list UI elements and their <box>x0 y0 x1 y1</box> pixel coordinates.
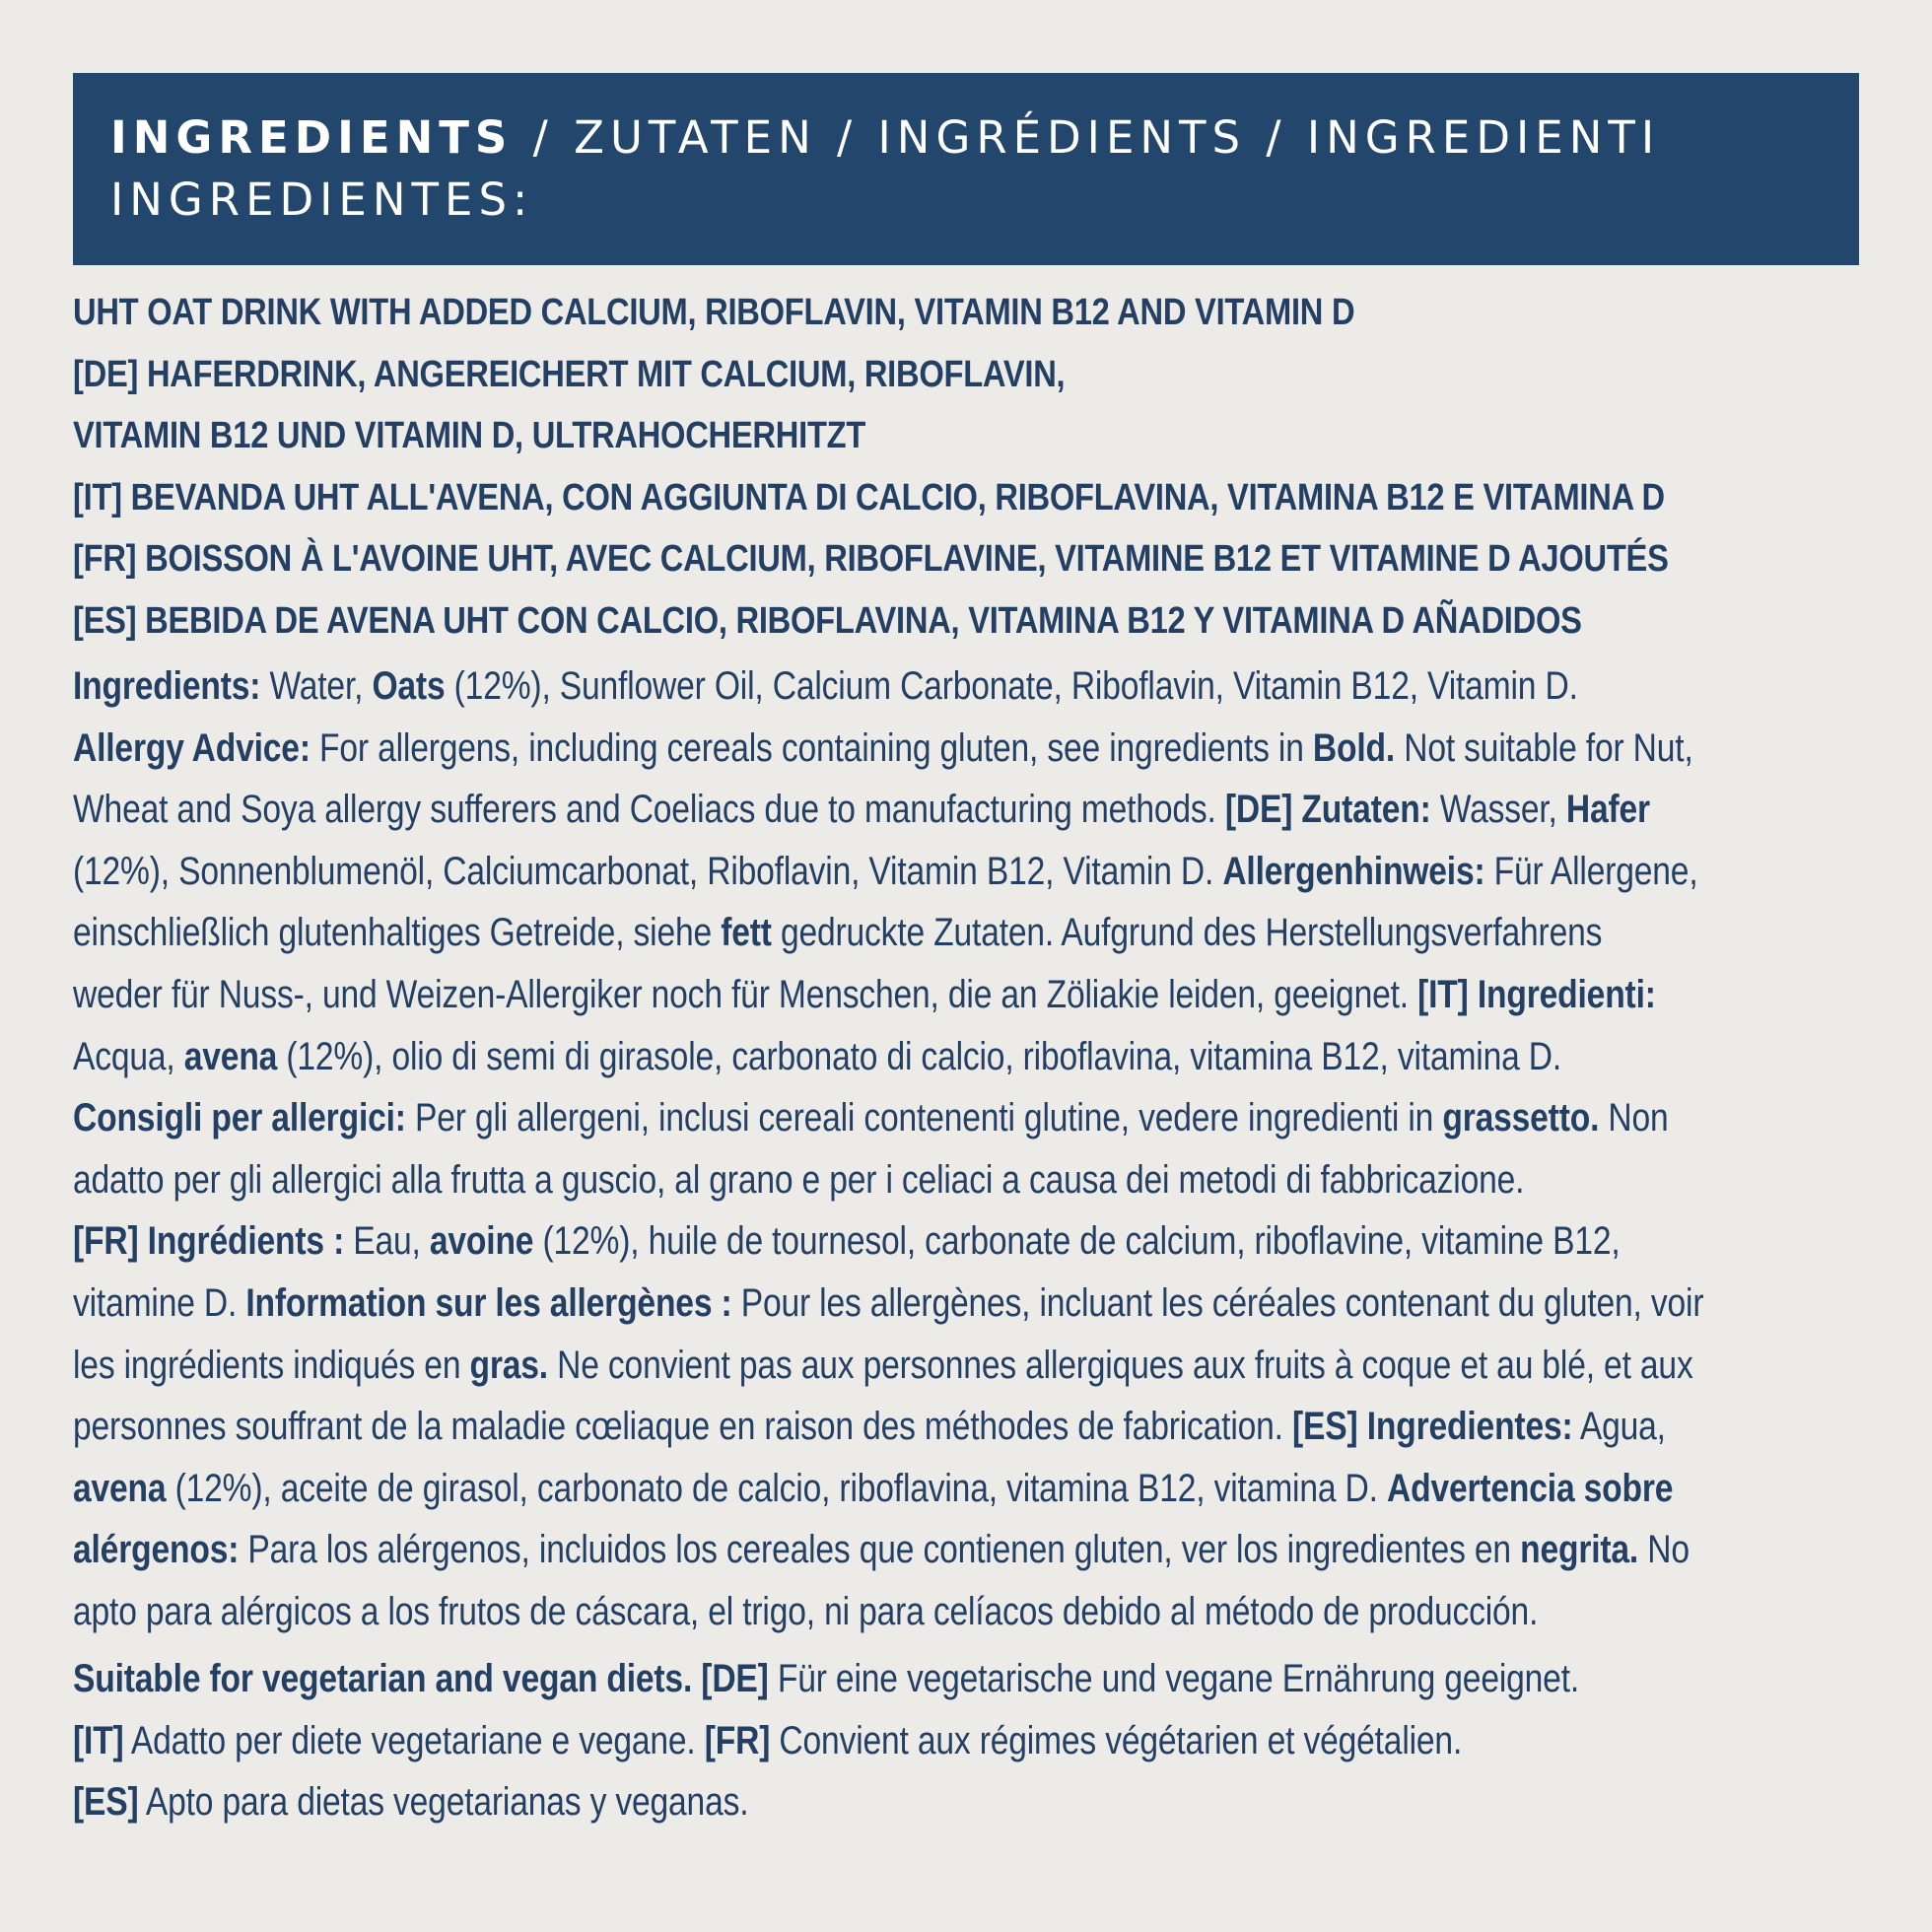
text-segment: einschließlich glutenhaltiges Getreide, siehe <box>73 911 722 955</box>
text-segment: No <box>1638 1528 1690 1572</box>
text-segment: (12%), huile de tournesol, carbonate de calcium, riboflavine, vitamine B12, <box>533 1219 1621 1264</box>
product-name-fr: [FR] BOISSON À L'AVOINE UHT, AVEC CALCIUM, RIBOFLAVINE, VITAMINE B12 ET VITAMINE D AJOUTÉS <box>73 538 1669 580</box>
bold-text: grassetto. <box>1442 1096 1600 1140</box>
text-segment: For allergens, including cereals containing gluten, see ingredients in <box>310 725 1313 770</box>
text-segment: personnes souffrant de la maladie cœliaque en raison des méthodes de fabrication. <box>73 1405 1293 1449</box>
ingredients-line <box>73 1458 1674 1520</box>
text-segment: Wheat and Soya allergy sufferers and Coeliacs due to manufacturing methods. <box>73 788 1225 832</box>
ingredients-line <box>73 718 1693 780</box>
product-name-de: [DE] HAFERDRINK, ANGEREICHERT MIT CALCIUM, RIBOFLAVIN, <box>73 353 1066 395</box>
ingredients-line <box>73 1210 1621 1273</box>
text-segment: Adatto per diete vegetariane e vegane. <box>123 1718 705 1762</box>
bold-text: Consigli per allergici: <box>73 1096 406 1140</box>
bold-text: avena <box>183 1034 278 1078</box>
text-segment: Wasser, <box>1430 788 1566 832</box>
text-segment: les ingrédients indiqués en <box>73 1343 470 1387</box>
bold-text: avena <box>73 1466 167 1510</box>
bold-text: [ES] <box>73 1780 139 1825</box>
bold-text: fett <box>721 911 772 955</box>
text-segment: (12%), aceite de girasol, carbonato de calcio, riboflavina, vitamina B12, vitamina D. <box>166 1466 1387 1510</box>
product-names <box>73 282 1867 652</box>
ingredients-line <box>73 1335 1693 1397</box>
ingredients-line <box>73 1396 1666 1458</box>
bold-text: Information sur les allergènes : <box>245 1280 732 1325</box>
text-segment: Pour les allergènes, incluant les céréales contenant du gluten, voir <box>731 1280 1704 1325</box>
text-segment: Non <box>1599 1096 1669 1140</box>
vegan-line <box>73 1710 1580 1772</box>
text-segment: Not suitable for Nut, <box>1395 725 1693 770</box>
ingredients-line <box>73 1519 1690 1581</box>
bold-text: Advertencia sobre <box>1386 1466 1674 1510</box>
text-segment <box>692 1657 701 1700</box>
bold-text: [IT] Ingredienti: <box>1417 972 1656 1016</box>
bold-text: negrita. <box>1520 1528 1639 1572</box>
bold-text: [FR] Ingrédients : <box>73 1219 345 1264</box>
text-segment: Para los alérgenos, incluidos los cereales que contienen gluten, ver los ingredientes en <box>239 1528 1521 1572</box>
ingredients-line <box>73 1026 1580 1088</box>
bold-text: avoine <box>429 1219 534 1264</box>
text-segment: Für eine vegetarische und vegane Ernährung geeignet. <box>768 1657 1580 1700</box>
text-segment: adatto per gli allergici alla frutta a guscio, al grano e per i celiaci a causa dei metodi di fabbricazione. <box>73 1157 1525 1202</box>
ingredients-line <box>73 841 1698 903</box>
ingredients-line <box>73 1581 1580 1643</box>
ingredients-line <box>73 1087 1669 1149</box>
vegan-line <box>73 1648 1580 1710</box>
product-name-de-cont: VITAMIN B12 UND VITAMIN D, ULTRAHOCHERHITZT <box>73 415 866 456</box>
header-title-languages: / ZUTATEN / INGRÉDIENTS / INGREDIENTI <box>513 111 1661 164</box>
ingredients-line <box>73 902 1603 964</box>
text-segment: (12%), Sunflower Oil, Calcium Carbonate, Riboflavin, Vitamin B12, Vitamin D. <box>445 664 1578 708</box>
text-segment: gedruckte Zutaten. Aufgrund des Herstellungsverfahrens <box>771 911 1603 955</box>
header-title-line-2: INGREDIENTES: <box>110 173 534 226</box>
ingredients-line <box>73 656 1580 718</box>
bold-text: [DE] <box>701 1657 769 1700</box>
ingredients-line <box>73 779 1650 841</box>
text-segment: Ne convient pas aux personnes allergiques aux fruits à coque et au blé, et aux <box>547 1343 1693 1387</box>
bold-text: [DE] Zutaten: <box>1224 788 1431 832</box>
text-segment: vitamine D. <box>73 1280 246 1325</box>
vegan-line <box>73 1771 1580 1833</box>
bold-text: alérgenos: <box>73 1528 240 1572</box>
bold-text: gras. <box>469 1343 548 1387</box>
bold-text: Suitable for vegetarian and vegan diets. <box>73 1657 693 1700</box>
product-name-it: [IT] BEVANDA UHT ALL'AVENA, CON AGGIUNTA DI CALCIO, RIBOFLAVINA, VITAMINA B12 E VITAMINA D <box>73 476 1665 518</box>
bold-text: Oats <box>372 664 446 708</box>
ingredients-line <box>73 1273 1704 1335</box>
text-segment: Für Allergene, <box>1484 849 1698 893</box>
header-title-bold: INGREDIENTS <box>110 111 514 164</box>
bold-text: Ingredients: <box>73 664 261 708</box>
text-segment: Water, <box>260 664 373 708</box>
text-segment: Eau, <box>344 1219 430 1264</box>
bold-text: [IT] <box>73 1718 124 1762</box>
bold-text: [ES] Ingredientes: <box>1292 1405 1573 1449</box>
ingredients-text <box>73 656 1867 1643</box>
text-segment: Acqua, <box>73 1034 184 1078</box>
ingredients-header <box>73 73 1859 265</box>
product-name-en: UHT OAT DRINK WITH ADDED CALCIUM, RIBOFLAVIN, VITAMIN B12 AND VITAMIN D <box>73 292 1355 333</box>
header-title-line-1 <box>110 106 1822 169</box>
ingredients-line <box>73 1149 1580 1211</box>
text-segment: (12%), olio di semi di girasole, carbonato di calcio, riboflavina, vitamina B12, vitamina D. <box>277 1034 1562 1078</box>
vegan-suitability-text <box>73 1648 1867 1833</box>
text-segment: Per gli allergeni, inclusi cereali contenenti glutine, vedere ingredienti in <box>405 1096 1443 1140</box>
text-segment: Convient aux régimes végétarien et végétalien. <box>770 1718 1463 1762</box>
text-segment: (12%), Sonnenblumenöl, Calciumcarbonat, Riboflavin, Vitamin B12, Vitamin D. <box>73 849 1223 893</box>
text-segment: Agua, <box>1572 1405 1666 1449</box>
text-segment: weder für Nuss-, und Weizen-Allergiker noch für Menschen, die an Zöliakie leiden, geeignet. <box>73 972 1418 1016</box>
text-segment: Apto para dietas vegetarianas y veganas. <box>138 1780 749 1825</box>
bold-text: Hafer <box>1565 788 1650 832</box>
product-name-es: [ES] BEBIDA DE AVENA UHT CON CALCIO, RIBOFLAVINA, VITAMINA B12 Y VITAMINA D AÑADIDOS <box>73 599 1582 642</box>
bold-text: Allergenhinweis: <box>1222 849 1485 893</box>
bold-text: Bold. <box>1312 725 1396 770</box>
bold-text: [FR] <box>704 1718 771 1762</box>
bold-text: Allergy Advice: <box>73 725 310 770</box>
ingredients-line <box>73 964 1656 1026</box>
text-segment: apto para alérgicos a los frutos de cáscara, el trigo, ni para celíacos debido al método de producción. <box>73 1589 1539 1633</box>
